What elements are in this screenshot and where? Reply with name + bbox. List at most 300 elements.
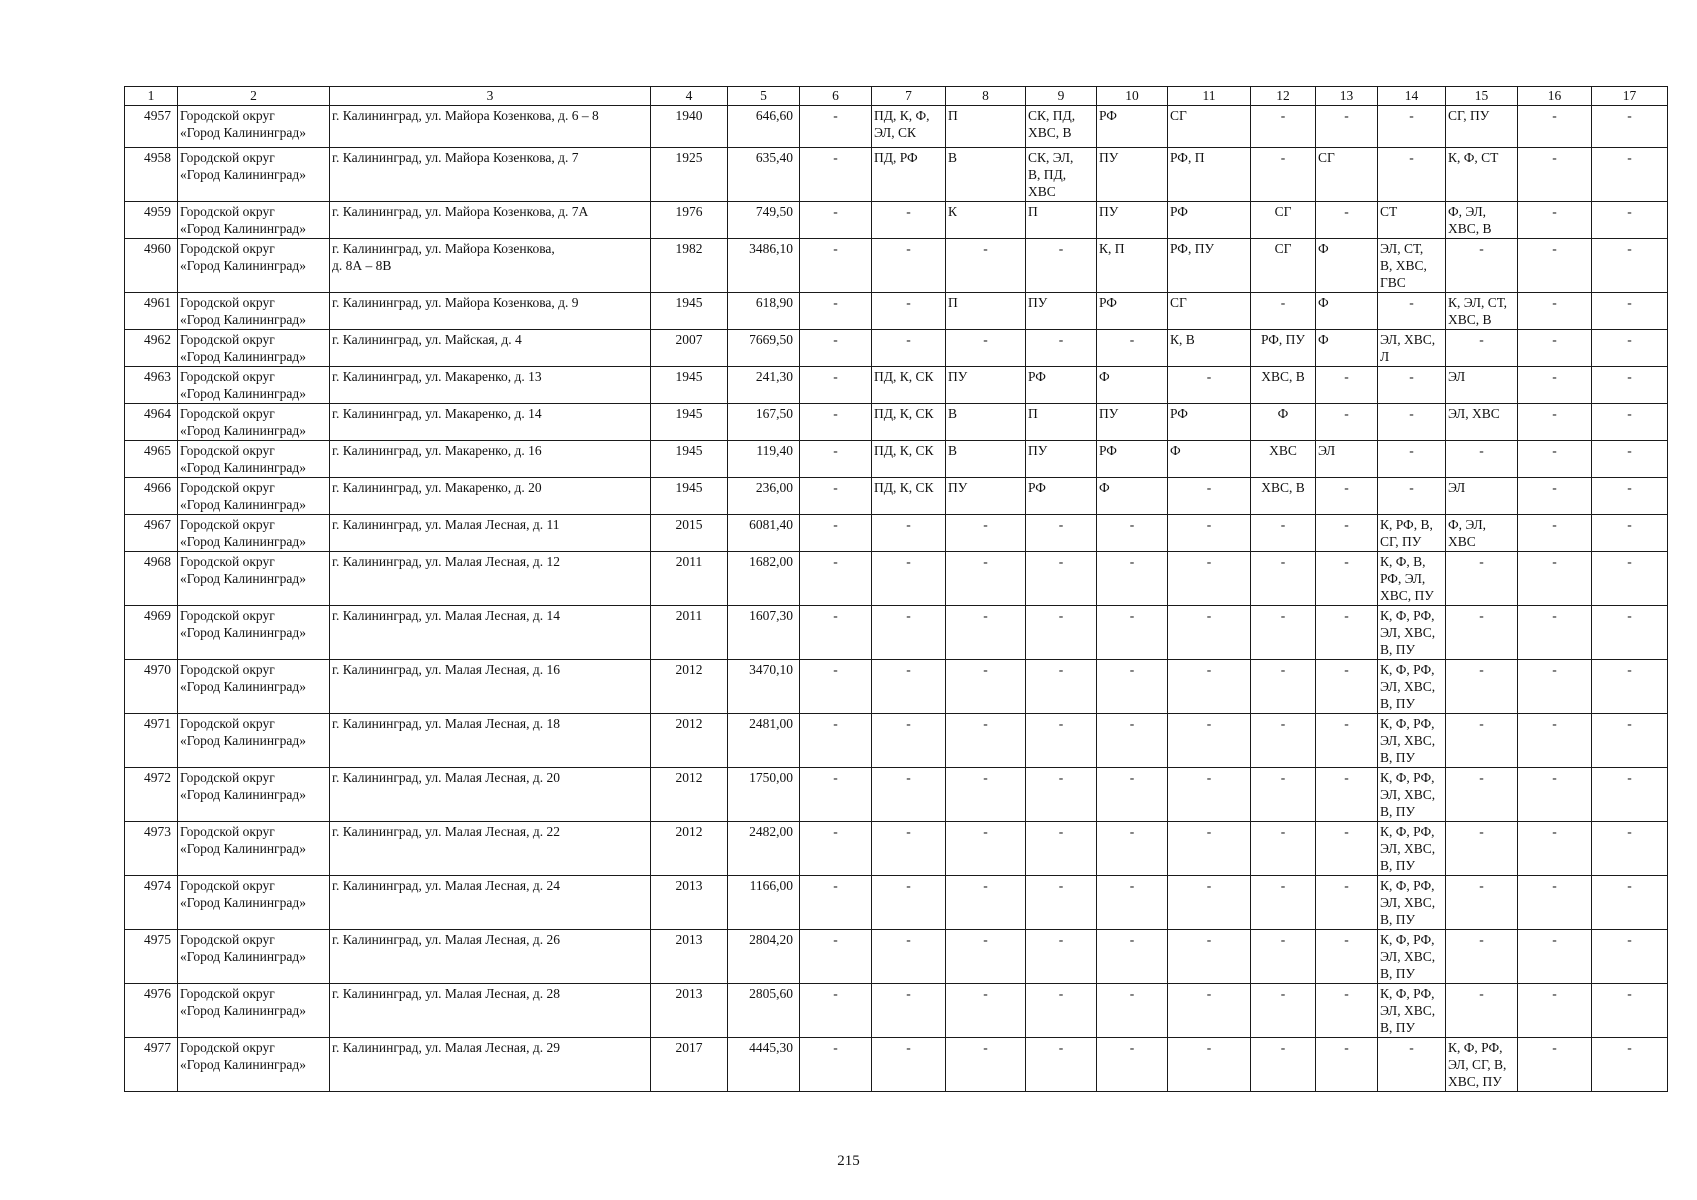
table-cell-col-11: -	[1168, 367, 1251, 404]
table-cell-col-13: -	[1316, 515, 1378, 552]
table-cell-col-11: Ф	[1168, 441, 1251, 478]
table-cell-col-15: -	[1446, 930, 1518, 984]
page-number: 215	[837, 1153, 860, 1169]
table-cell-col-14: К, Ф, РФ, ЭЛ, ХВС, В, ПУ	[1378, 606, 1446, 660]
table-cell-col-11: РФ	[1168, 202, 1251, 239]
table-cell-col-2: Городской округ «Город Калининград»	[178, 441, 330, 478]
table-cell-col-7: ПД, РФ	[872, 148, 946, 202]
col-header-13: 13	[1316, 87, 1378, 106]
table-cell-col-6: -	[800, 404, 872, 441]
table-row	[125, 148, 1668, 202]
table-cell-col-15: К, ЭЛ, СТ, ХВС, В	[1446, 293, 1518, 330]
col-header-7: 7	[872, 87, 946, 106]
table-cell-col-9: СК, ЭЛ, В, ПД, ХВС	[1026, 148, 1097, 202]
table-cell-col-2: Городской округ «Город Калининград»	[178, 404, 330, 441]
table-cell-col-15: СГ, ПУ	[1446, 106, 1518, 148]
table-cell-col-14: -	[1378, 106, 1446, 148]
table-cell-col-11: СГ	[1168, 106, 1251, 148]
table-cell-col-5: 6081,40	[728, 515, 800, 552]
table-cell-col-4: 1940	[651, 106, 728, 148]
table-cell-col-7: -	[872, 660, 946, 714]
table-cell-col-6: -	[800, 515, 872, 552]
table-cell-col-12: -	[1251, 552, 1316, 606]
table-cell-col-7: -	[872, 768, 946, 822]
table-cell-col-4: 2007	[651, 330, 728, 367]
table-cell-col-10: ПУ	[1097, 148, 1168, 202]
table-cell-col-5: 2804,20	[728, 930, 800, 984]
table-cell-col-1: 4960	[125, 239, 178, 293]
table-cell-col-12: РФ, ПУ	[1251, 330, 1316, 367]
table-cell-col-3: г. Калининград, ул. Малая Лесная, д. 24	[330, 876, 651, 930]
table-cell-col-9: -	[1026, 1038, 1097, 1092]
table-cell-col-12: -	[1251, 106, 1316, 148]
table-cell-col-13: СГ	[1316, 148, 1378, 202]
table-cell-col-16: -	[1518, 202, 1592, 239]
table-cell-col-15: -	[1446, 876, 1518, 930]
table-cell-col-16: -	[1518, 367, 1592, 404]
table-cell-col-12: ХВС, В	[1251, 367, 1316, 404]
table-cell-col-1: 4972	[125, 768, 178, 822]
col-header-1: 1	[125, 87, 178, 106]
table-cell-col-12: -	[1251, 876, 1316, 930]
col-header-4: 4	[651, 87, 728, 106]
table-cell-col-15: ЭЛ, ХВС	[1446, 404, 1518, 441]
header-row	[125, 87, 1668, 106]
table-cell-col-10: -	[1097, 714, 1168, 768]
table-row	[125, 293, 1668, 330]
table-cell-col-6: -	[800, 876, 872, 930]
table-cell-col-12: -	[1251, 148, 1316, 202]
table-cell-col-14: -	[1378, 404, 1446, 441]
table-cell-col-5: 635,40	[728, 148, 800, 202]
table-cell-col-8: -	[946, 984, 1026, 1038]
table-cell-col-8: -	[946, 515, 1026, 552]
table-cell-col-3: г. Калининград, ул. Майора Козенкова, д. 6 – 8	[330, 106, 651, 148]
table-cell-col-14: К, Ф, РФ, ЭЛ, ХВС, В, ПУ	[1378, 660, 1446, 714]
table-cell-col-1: 4961	[125, 293, 178, 330]
table-cell-col-12: СГ	[1251, 202, 1316, 239]
col-header-12: 12	[1251, 87, 1316, 106]
table-cell-col-1: 4958	[125, 148, 178, 202]
table-cell-col-17: -	[1592, 441, 1668, 478]
table-cell-col-2: Городской округ «Город Калининград»	[178, 714, 330, 768]
table-cell-col-14: -	[1378, 293, 1446, 330]
table-cell-col-14: К, Ф, РФ, ЭЛ, ХВС, В, ПУ	[1378, 930, 1446, 984]
table-cell-col-7: -	[872, 822, 946, 876]
table-cell-col-1: 4971	[125, 714, 178, 768]
table-cell-col-17: -	[1592, 606, 1668, 660]
col-header-10: 10	[1097, 87, 1168, 106]
table-cell-col-15: -	[1446, 984, 1518, 1038]
table-cell-col-10: -	[1097, 515, 1168, 552]
table-row	[125, 1038, 1668, 1092]
table-cell-col-8: ПУ	[946, 367, 1026, 404]
table-cell-col-15: К, Ф, СТ	[1446, 148, 1518, 202]
table-cell-col-5: 4445,30	[728, 1038, 800, 1092]
table-cell-col-6: -	[800, 106, 872, 148]
table-cell-col-9: СК, ПД, ХВС, В	[1026, 106, 1097, 148]
table-cell-col-4: 2011	[651, 552, 728, 606]
table-cell-col-2: Городской округ «Город Калининград»	[178, 106, 330, 148]
table-row	[125, 478, 1668, 515]
table-cell-col-14: К, Ф, РФ, ЭЛ, ХВС, В, ПУ	[1378, 822, 1446, 876]
table-cell-col-3: г. Калининград, ул. Майора Козенкова, д. 7	[330, 148, 651, 202]
table-cell-col-11: К, В	[1168, 330, 1251, 367]
table-cell-col-17: -	[1592, 330, 1668, 367]
table-cell-col-15: -	[1446, 330, 1518, 367]
table-cell-col-2: Городской округ «Город Калининград»	[178, 1038, 330, 1092]
table-cell-col-14: К, Ф, РФ, ЭЛ, ХВС, В, ПУ	[1378, 768, 1446, 822]
table-cell-col-3: г. Калининград, ул. Малая Лесная, д. 28	[330, 984, 651, 1038]
table-cell-col-6: -	[800, 478, 872, 515]
table-cell-col-16: -	[1518, 478, 1592, 515]
table-cell-col-14: К, Ф, В, РФ, ЭЛ, ХВС, ПУ	[1378, 552, 1446, 606]
table-cell-col-10: РФ	[1097, 441, 1168, 478]
table-cell-col-16: -	[1518, 876, 1592, 930]
table-cell-col-8: -	[946, 660, 1026, 714]
table-cell-col-13: Ф	[1316, 239, 1378, 293]
table-row	[125, 876, 1668, 930]
table-cell-col-8: В	[946, 404, 1026, 441]
table-cell-col-15: К, Ф, РФ, ЭЛ, СГ, В, ХВС, ПУ	[1446, 1038, 1518, 1092]
table-cell-col-3: г. Калининград, ул. Малая Лесная, д. 12	[330, 552, 651, 606]
table-cell-col-15: -	[1446, 768, 1518, 822]
table-cell-col-17: -	[1592, 106, 1668, 148]
table-cell-col-8: -	[946, 606, 1026, 660]
table-row	[125, 768, 1668, 822]
table-cell-col-3: г. Калининград, ул. Макаренко, д. 20	[330, 478, 651, 515]
table-cell-col-10: -	[1097, 606, 1168, 660]
table-row	[125, 822, 1668, 876]
table-cell-col-10: -	[1097, 552, 1168, 606]
table-cell-col-12: ХВС, В	[1251, 478, 1316, 515]
table-cell-col-12: -	[1251, 660, 1316, 714]
table-cell-col-10: -	[1097, 1038, 1168, 1092]
table-cell-col-12: СГ	[1251, 239, 1316, 293]
table-cell-col-14: -	[1378, 367, 1446, 404]
table-cell-col-1: 4963	[125, 367, 178, 404]
table-cell-col-3: г. Калининград, ул. Малая Лесная, д. 16	[330, 660, 651, 714]
table-cell-col-3: г. Калининград, ул. Малая Лесная, д. 11	[330, 515, 651, 552]
table-cell-col-17: -	[1592, 148, 1668, 202]
table-cell-col-1: 4962	[125, 330, 178, 367]
table-cell-col-14: К, РФ, В, СГ, ПУ	[1378, 515, 1446, 552]
table-cell-col-6: -	[800, 367, 872, 404]
table-cell-col-3: г. Калининград, ул. Майская, д. 4	[330, 330, 651, 367]
table-cell-col-13: -	[1316, 404, 1378, 441]
table-cell-col-5: 2481,00	[728, 714, 800, 768]
table-row	[125, 404, 1668, 441]
table-cell-col-1: 4973	[125, 822, 178, 876]
table-cell-col-5: 1750,00	[728, 768, 800, 822]
col-header-17: 17	[1592, 87, 1668, 106]
table-cell-col-17: -	[1592, 515, 1668, 552]
table-cell-col-1: 4959	[125, 202, 178, 239]
table-cell-col-9: -	[1026, 606, 1097, 660]
table-cell-col-8: П	[946, 293, 1026, 330]
table-cell-col-11: -	[1168, 478, 1251, 515]
table-cell-col-9: -	[1026, 239, 1097, 293]
table-cell-col-3: г. Калининград, ул. Малая Лесная, д. 26	[330, 930, 651, 984]
table-cell-col-7: -	[872, 293, 946, 330]
table-cell-col-10: РФ	[1097, 106, 1168, 148]
table-cell-col-9: ПУ	[1026, 293, 1097, 330]
table-cell-col-4: 1976	[651, 202, 728, 239]
table-row	[125, 367, 1668, 404]
table-cell-col-16: -	[1518, 660, 1592, 714]
table-cell-col-12: Ф	[1251, 404, 1316, 441]
table-cell-col-13: -	[1316, 930, 1378, 984]
table-cell-col-16: -	[1518, 293, 1592, 330]
table-cell-col-12: -	[1251, 515, 1316, 552]
table-cell-col-6: -	[800, 552, 872, 606]
table-cell-col-1: 4965	[125, 441, 178, 478]
table-cell-col-4: 2012	[651, 714, 728, 768]
table-cell-col-6: -	[800, 239, 872, 293]
table-cell-col-9: -	[1026, 660, 1097, 714]
table-cell-col-17: -	[1592, 404, 1668, 441]
table-cell-col-11: -	[1168, 606, 1251, 660]
table-cell-col-13: -	[1316, 202, 1378, 239]
table-cell-col-17: -	[1592, 714, 1668, 768]
table-cell-col-11: -	[1168, 768, 1251, 822]
table-cell-col-3: г. Калининград, ул. Малая Лесная, д. 22	[330, 822, 651, 876]
table-cell-col-16: -	[1518, 930, 1592, 984]
table-cell-col-6: -	[800, 606, 872, 660]
table-cell-col-9: -	[1026, 930, 1097, 984]
table-cell-col-14: К, Ф, РФ, ЭЛ, ХВС, В, ПУ	[1378, 714, 1446, 768]
table-cell-col-3: г. Калининград, ул. Майора Козенкова, д. 7А	[330, 202, 651, 239]
table-cell-col-4: 1945	[651, 441, 728, 478]
table-cell-col-2: Городской округ «Город Калининград»	[178, 876, 330, 930]
table-cell-col-10: -	[1097, 876, 1168, 930]
table-cell-col-15: -	[1446, 239, 1518, 293]
table-cell-col-7: -	[872, 714, 946, 768]
table-row	[125, 606, 1668, 660]
table-cell-col-2: Городской округ «Город Калининград»	[178, 239, 330, 293]
table-cell-col-10: К, П	[1097, 239, 1168, 293]
table-cell-col-14: К, Ф, РФ, ЭЛ, ХВС, В, ПУ	[1378, 876, 1446, 930]
table-cell-col-11: РФ	[1168, 404, 1251, 441]
col-header-2: 2	[178, 87, 330, 106]
table-cell-col-2: Городской округ «Город Калининград»	[178, 660, 330, 714]
table-cell-col-5: 1166,00	[728, 876, 800, 930]
table-cell-col-10: -	[1097, 768, 1168, 822]
table-cell-col-9: -	[1026, 984, 1097, 1038]
table-cell-col-8: -	[946, 768, 1026, 822]
table-cell-col-7: -	[872, 552, 946, 606]
table-cell-col-16: -	[1518, 714, 1592, 768]
table-cell-col-1: 4964	[125, 404, 178, 441]
table-cell-col-2: Городской округ «Город Калининград»	[178, 293, 330, 330]
table-cell-col-1: 4975	[125, 930, 178, 984]
table-cell-col-13: -	[1316, 714, 1378, 768]
table-cell-col-10: РФ	[1097, 293, 1168, 330]
table-cell-col-16: -	[1518, 515, 1592, 552]
table-cell-col-15: Ф, ЭЛ, ХВС	[1446, 515, 1518, 552]
table-cell-col-14: -	[1378, 1038, 1446, 1092]
table-cell-col-13: Ф	[1316, 293, 1378, 330]
table-cell-col-3: г. Калининград, ул. Малая Лесная, д. 18	[330, 714, 651, 768]
table-cell-col-12: ХВС	[1251, 441, 1316, 478]
table-cell-col-1: 4966	[125, 478, 178, 515]
table-cell-col-13: -	[1316, 367, 1378, 404]
table-cell-col-1: 4957	[125, 106, 178, 148]
table-cell-col-7: -	[872, 330, 946, 367]
table-cell-col-9: -	[1026, 822, 1097, 876]
table-cell-col-7: -	[872, 1038, 946, 1092]
table-cell-col-13: -	[1316, 106, 1378, 148]
table-cell-col-5: 167,50	[728, 404, 800, 441]
table-cell-col-11: -	[1168, 930, 1251, 984]
housing-register-table	[124, 86, 1668, 1092]
table-cell-col-16: -	[1518, 552, 1592, 606]
table-cell-col-12: -	[1251, 930, 1316, 984]
table-cell-col-16: -	[1518, 984, 1592, 1038]
table-cell-col-11: -	[1168, 822, 1251, 876]
table-cell-col-5: 241,30	[728, 367, 800, 404]
table-cell-col-13: Ф	[1316, 330, 1378, 367]
col-header-15: 15	[1446, 87, 1518, 106]
table-cell-col-4: 1925	[651, 148, 728, 202]
table-cell-col-5: 646,60	[728, 106, 800, 148]
table-cell-col-17: -	[1592, 822, 1668, 876]
table-cell-col-9: РФ	[1026, 367, 1097, 404]
col-header-11: 11	[1168, 87, 1251, 106]
table-cell-col-17: -	[1592, 202, 1668, 239]
table-cell-col-3: г. Калининград, ул. Малая Лесная, д. 14	[330, 606, 651, 660]
table-cell-col-4: 2013	[651, 930, 728, 984]
table-cell-col-16: -	[1518, 148, 1592, 202]
table-cell-col-14: ЭЛ, СТ, В, ХВС, ГВС	[1378, 239, 1446, 293]
table-row	[125, 714, 1668, 768]
table-body	[125, 106, 1668, 1092]
table-cell-col-12: -	[1251, 714, 1316, 768]
table-cell-col-2: Городской округ «Город Калининград»	[178, 202, 330, 239]
table-row	[125, 106, 1668, 148]
table-cell-col-16: -	[1518, 441, 1592, 478]
table-cell-col-17: -	[1592, 239, 1668, 293]
table-cell-col-4: 1945	[651, 367, 728, 404]
table-cell-col-10: -	[1097, 822, 1168, 876]
table-cell-col-17: -	[1592, 552, 1668, 606]
table-cell-col-11: -	[1168, 984, 1251, 1038]
table-cell-col-16: -	[1518, 330, 1592, 367]
table-cell-col-12: -	[1251, 293, 1316, 330]
table-cell-col-11: -	[1168, 714, 1251, 768]
table-cell-col-8: -	[946, 1038, 1026, 1092]
table-cell-col-3: г. Калининград, ул. Макаренко, д. 14	[330, 404, 651, 441]
table-cell-col-17: -	[1592, 1038, 1668, 1092]
table-cell-col-6: -	[800, 293, 872, 330]
table-cell-col-7: -	[872, 984, 946, 1038]
table-row	[125, 330, 1668, 367]
table-cell-col-5: 3486,10	[728, 239, 800, 293]
table-cell-col-7: -	[872, 606, 946, 660]
table-cell-col-5: 2482,00	[728, 822, 800, 876]
table-cell-col-7: ПД, К, СК	[872, 367, 946, 404]
table-cell-col-14: -	[1378, 148, 1446, 202]
table-cell-col-15: Ф, ЭЛ, ХВС, В	[1446, 202, 1518, 239]
table-cell-col-10: -	[1097, 984, 1168, 1038]
table-cell-col-6: -	[800, 148, 872, 202]
table-cell-col-16: -	[1518, 106, 1592, 148]
table-cell-col-8: П	[946, 106, 1026, 148]
table-cell-col-10: Ф	[1097, 478, 1168, 515]
table-cell-col-14: СТ	[1378, 202, 1446, 239]
table-cell-col-13: -	[1316, 1038, 1378, 1092]
table-row	[125, 441, 1668, 478]
table-cell-col-12: -	[1251, 984, 1316, 1038]
table-cell-col-13: -	[1316, 478, 1378, 515]
table-cell-col-12: -	[1251, 1038, 1316, 1092]
table-cell-col-15: -	[1446, 714, 1518, 768]
table-cell-col-1: 4969	[125, 606, 178, 660]
table-cell-col-7: -	[872, 239, 946, 293]
table-cell-col-11: -	[1168, 876, 1251, 930]
table-cell-col-5: 1682,00	[728, 552, 800, 606]
table-cell-col-14: ЭЛ, ХВС, Л	[1378, 330, 1446, 367]
table-cell-col-15: ЭЛ	[1446, 478, 1518, 515]
table-cell-col-6: -	[800, 930, 872, 984]
table-cell-col-4: 2017	[651, 1038, 728, 1092]
table-cell-col-4: 2011	[651, 606, 728, 660]
table-cell-col-8: -	[946, 239, 1026, 293]
table-cell-col-17: -	[1592, 293, 1668, 330]
table-cell-col-1: 4968	[125, 552, 178, 606]
table-cell-col-13: -	[1316, 984, 1378, 1038]
table-row	[125, 239, 1668, 293]
table-cell-col-2: Городской округ «Город Калининград»	[178, 606, 330, 660]
table-cell-col-15: -	[1446, 660, 1518, 714]
table-cell-col-11: СГ	[1168, 293, 1251, 330]
table-cell-col-12: -	[1251, 822, 1316, 876]
table-cell-col-17: -	[1592, 660, 1668, 714]
table-cell-col-5: 618,90	[728, 293, 800, 330]
table-cell-col-6: -	[800, 660, 872, 714]
table-cell-col-8: -	[946, 552, 1026, 606]
table-cell-col-17: -	[1592, 876, 1668, 930]
table-cell-col-2: Городской округ «Город Калининград»	[178, 822, 330, 876]
col-header-5: 5	[728, 87, 800, 106]
table-cell-col-2: Городской округ «Город Калининград»	[178, 930, 330, 984]
table-cell-col-2: Городской округ «Город Калининград»	[178, 330, 330, 367]
table-cell-col-6: -	[800, 1038, 872, 1092]
table-cell-col-16: -	[1518, 768, 1592, 822]
table-cell-col-17: -	[1592, 930, 1668, 984]
table-cell-col-16: -	[1518, 1038, 1592, 1092]
col-header-9: 9	[1026, 87, 1097, 106]
table-row	[125, 930, 1668, 984]
table-cell-col-3: г. Калининград, ул. Макаренко, д. 13	[330, 367, 651, 404]
table-cell-col-11: -	[1168, 660, 1251, 714]
table-cell-col-7: -	[872, 515, 946, 552]
table-cell-col-16: -	[1518, 404, 1592, 441]
table-cell-col-15: -	[1446, 606, 1518, 660]
table-cell-col-4: 1945	[651, 293, 728, 330]
table-cell-col-3: г. Калининград, ул. Макаренко, д. 16	[330, 441, 651, 478]
table-cell-col-2: Городской округ «Город Калининград»	[178, 148, 330, 202]
table-cell-col-4: 1945	[651, 404, 728, 441]
table-row	[125, 552, 1668, 606]
col-header-14: 14	[1378, 87, 1446, 106]
table-cell-col-9: -	[1026, 714, 1097, 768]
table-cell-col-11: РФ, ПУ	[1168, 239, 1251, 293]
table-cell-col-15: -	[1446, 552, 1518, 606]
table-cell-col-4: 2013	[651, 984, 728, 1038]
col-header-3: 3	[330, 87, 651, 106]
table-cell-col-6: -	[800, 202, 872, 239]
